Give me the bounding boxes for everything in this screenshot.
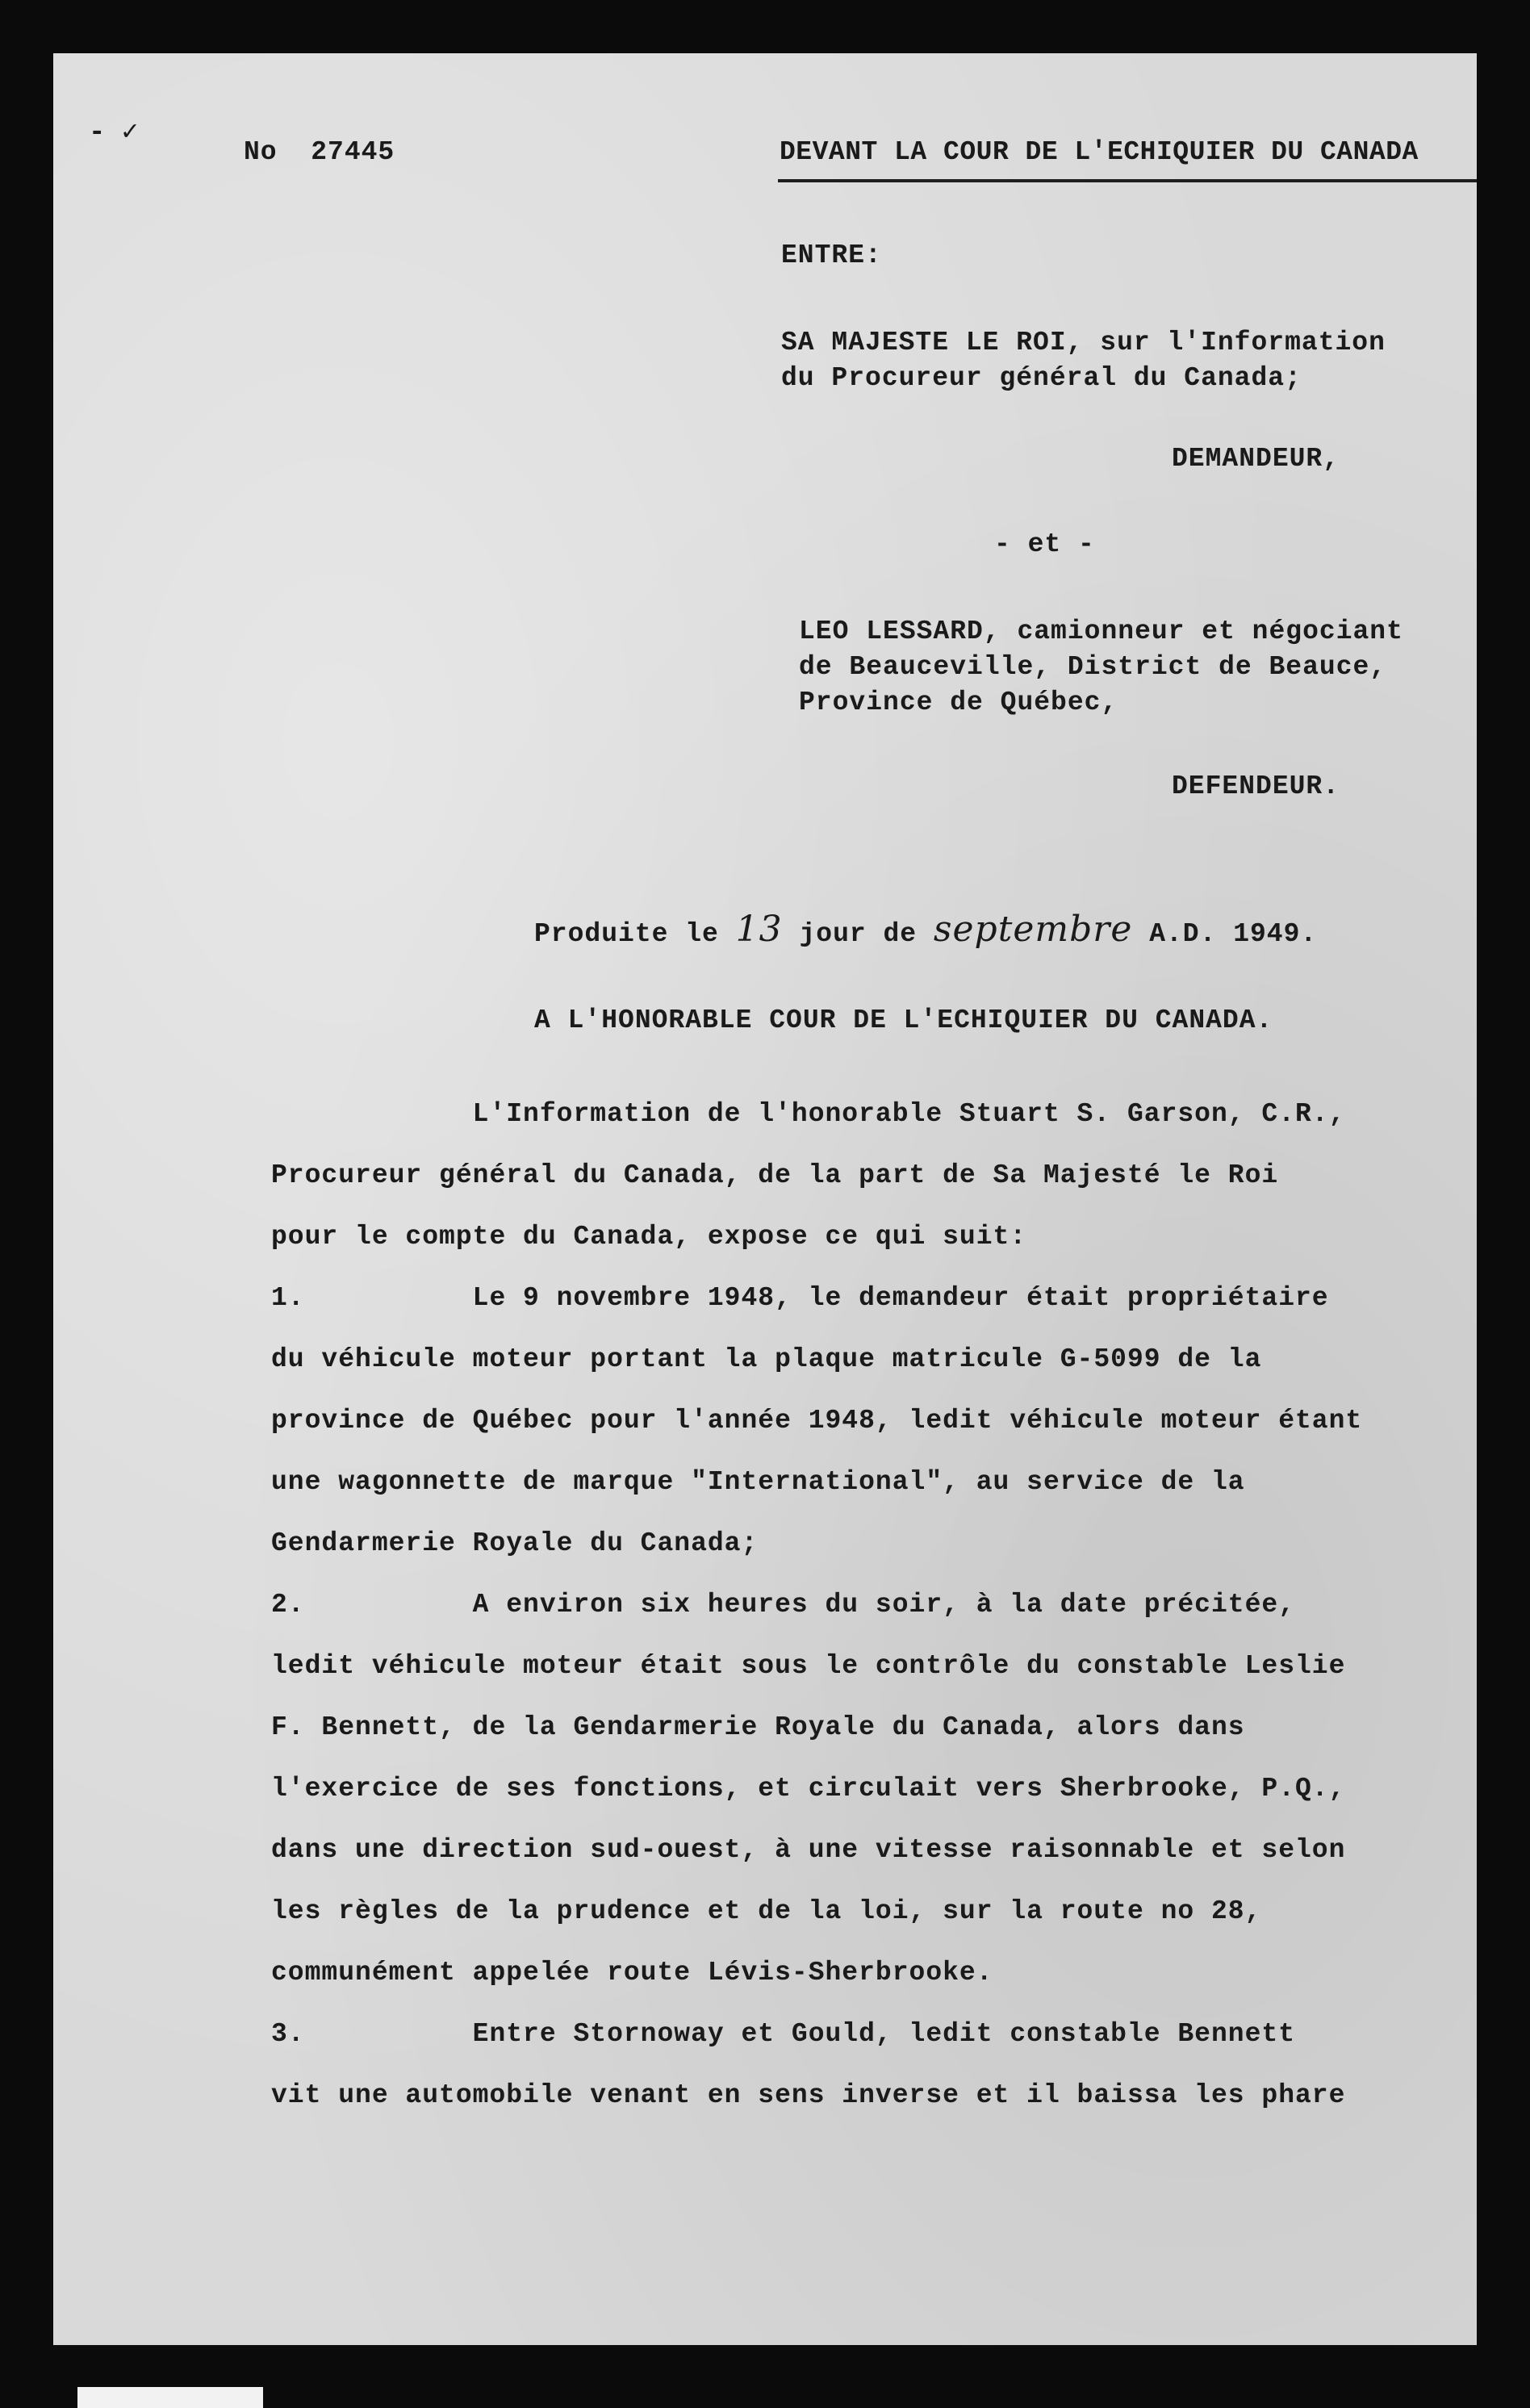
- filed-month-handwritten: septembre: [933, 909, 1133, 950]
- entre-label: ENTRE:: [781, 240, 882, 270]
- docket-number: No 27445: [244, 137, 395, 167]
- document-page: [53, 53, 1477, 2345]
- defendant-line-3: Province de Québec,: [799, 688, 1118, 717]
- body-line: communément appelée route Lévis-Sherbrooke.: [271, 1958, 993, 1988]
- filed-middle: jour de: [799, 919, 918, 949]
- body-line: du véhicule moteur portant la plaque matricule G-5099 de la: [271, 1344, 1262, 1374]
- body-line: vit une automobile venant en sens inverse et il baissa les phare: [271, 2080, 1346, 2110]
- body-line: Procureur général du Canada, de la part de Sa Majesté le Roi: [271, 1160, 1279, 1190]
- body-line: l'exercice de ses fonctions, et circulait vers Sherbrooke, P.Q.,: [271, 1774, 1346, 1804]
- body-line: ledit véhicule moteur était sous le contrôle du constable Leslie: [271, 1651, 1346, 1681]
- plaintiff-role: DEMANDEUR,: [1172, 444, 1340, 474]
- filed-line: [534, 909, 1317, 950]
- filed-suffix: A.D. 1949.: [1149, 919, 1318, 949]
- body-line: 1. Le 9 novembre 1948, le demandeur était propriétaire: [271, 1283, 1329, 1313]
- filed-prefix: Produite le: [534, 919, 719, 949]
- body-line: L'Information de l'honorable Stuart S. Garson, C.R.,: [271, 1099, 1346, 1129]
- filed-day-handwritten: 13: [735, 909, 783, 950]
- plaintiff-line-1: SA MAJESTE LE ROI, sur l'Information: [781, 328, 1386, 357]
- body-line: les règles de la prudence et de la loi, sur la route no 28,: [271, 1896, 1262, 1926]
- court-heading: DEVANT LA COUR DE L'ECHIQUIER DU CANADA: [780, 137, 1419, 167]
- body-line: 2. A environ six heures du soir, à la date précitée,: [271, 1590, 1295, 1620]
- body-line: Gendarmerie Royale du Canada;: [271, 1528, 759, 1558]
- scan-label-strip: [77, 2387, 263, 2408]
- body-line: F. Bennett, de la Gendarmerie Royale du Canada, alors dans: [271, 1712, 1245, 1742]
- body-line: dans une direction sud-ouest, à une vitesse raisonnable et selon: [271, 1835, 1346, 1865]
- body-line: 3. Entre Stornoway et Gould, ledit constable Bennett: [271, 2019, 1295, 2049]
- defendant-line-1: LEO LESSARD, camionneur et négociant: [799, 617, 1403, 646]
- body-line: pour le compte du Canada, expose ce qui suit:: [271, 1222, 1027, 1252]
- court-address: A L'HONORABLE COUR DE L'ECHIQUIER DU CANADA.: [534, 1005, 1273, 1035]
- plaintiff-line-2: du Procureur général du Canada;: [781, 363, 1302, 393]
- corner-marks: - ✓: [89, 118, 139, 148]
- heading-underline: [778, 179, 1477, 182]
- et-separator: - et -: [994, 529, 1095, 559]
- body-line: une wagonnette de marque "International", au service de la: [271, 1467, 1245, 1497]
- body-line: province de Québec pour l'année 1948, ledit véhicule moteur étant: [271, 1406, 1363, 1436]
- defendant-line-2: de Beauceville, District de Beauce,: [799, 652, 1387, 682]
- defendant-role: DEFENDEUR.: [1172, 771, 1340, 801]
